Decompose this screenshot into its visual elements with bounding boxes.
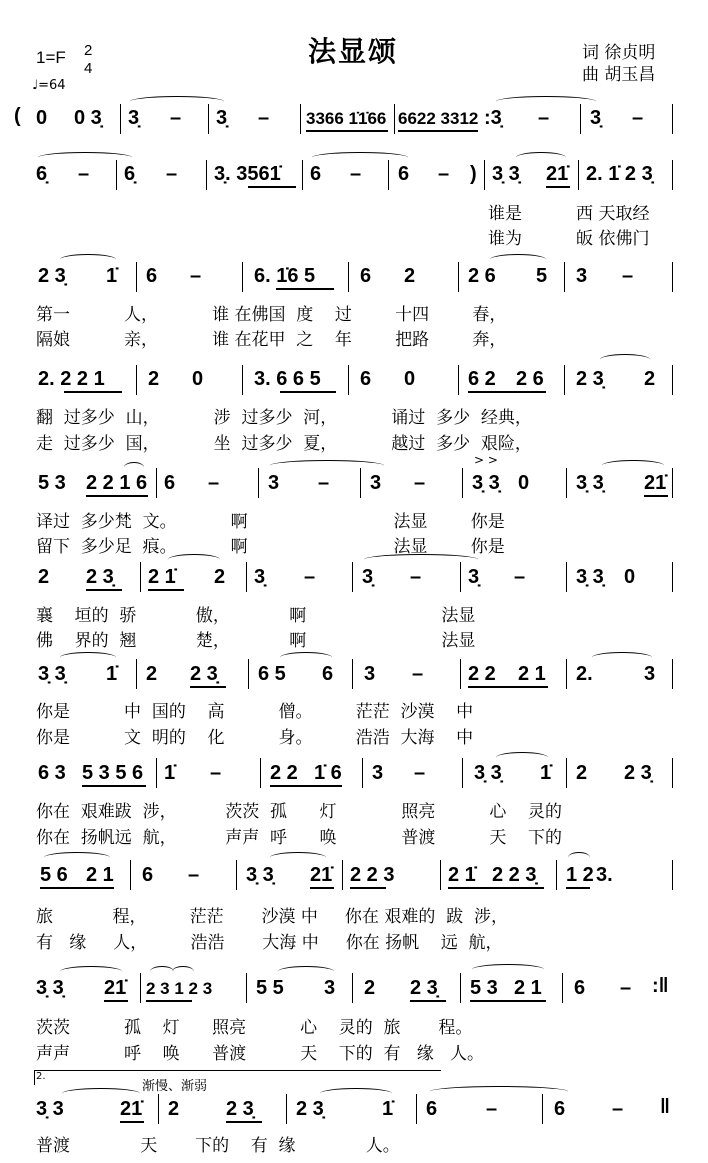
barline	[300, 104, 301, 134]
beam	[270, 785, 342, 787]
barline	[566, 659, 567, 689]
note: 3	[268, 472, 280, 494]
note: 21̇	[104, 977, 127, 999]
lyrics-ending: 普渡 天 下的 有 缘 人。	[36, 1136, 400, 1156]
note: 1̇ 6	[314, 762, 342, 784]
barline	[236, 860, 237, 890]
slur	[490, 254, 546, 265]
beam	[40, 887, 114, 889]
note: 6̣	[124, 163, 136, 185]
note: 21̇	[546, 163, 569, 185]
barline	[394, 104, 395, 134]
tempo-instruction: 渐慢、渐弱	[142, 1079, 208, 1094]
slur	[280, 652, 332, 663]
beam	[190, 686, 226, 688]
barline	[352, 562, 353, 592]
note: 3̣ 3̣	[472, 472, 500, 494]
barline	[566, 758, 567, 788]
barline	[352, 659, 353, 689]
barline	[242, 365, 243, 395]
barline	[458, 262, 459, 292]
note: –	[258, 107, 270, 129]
slur	[516, 152, 566, 163]
note: 0	[404, 368, 416, 390]
barline	[140, 562, 141, 592]
volta-number: 2.	[36, 1071, 46, 1082]
barline	[460, 659, 461, 689]
slur	[568, 852, 590, 863]
slur	[430, 1086, 568, 1097]
note: 2.	[576, 663, 593, 685]
note: 0	[36, 107, 48, 129]
note: –	[622, 265, 634, 287]
note: –	[412, 663, 424, 685]
slur	[312, 152, 408, 163]
note: 6	[426, 1098, 438, 1120]
note: 6	[310, 163, 322, 185]
note: 3̣ 3̣	[246, 864, 274, 886]
note: 5 3	[38, 472, 66, 494]
slur	[592, 652, 652, 663]
slur	[44, 852, 110, 863]
note: –	[612, 1098, 624, 1120]
barline	[286, 1094, 287, 1124]
slur	[320, 1088, 392, 1099]
note: 2	[146, 663, 158, 685]
barline	[136, 659, 137, 689]
beam	[566, 887, 590, 889]
note: 6̣	[36, 163, 48, 185]
barline	[462, 468, 463, 498]
note: 5 6	[40, 864, 68, 886]
slur	[150, 966, 174, 977]
note: 3̣ 3̣	[38, 663, 66, 685]
lyrics-verse-1: 旅 程， 茫茫 沙漠 中 你在 艰难的 跋 涉，	[36, 907, 508, 927]
note: –	[538, 107, 550, 129]
lyrics-verse-2: 佛 界的 翘 楚， 啊 法显	[36, 631, 476, 651]
barline	[136, 262, 137, 292]
note: 3̣	[468, 566, 480, 588]
note: 2 2 1 6	[86, 472, 148, 494]
lyrics-verse-2: 走 过多少 国， 坐 过多少 夏， 越过 多少 艰险，	[36, 434, 532, 454]
barline	[564, 262, 565, 292]
note: 2 1	[514, 977, 542, 999]
note: –	[170, 107, 182, 129]
note: –	[414, 762, 426, 784]
barline	[120, 104, 121, 134]
note: 3̣ 3̣	[36, 977, 64, 999]
lyrics-verse-1: 你在 艰难跋 涉， 茨茨 孤 灯 照亮 心 灵的	[36, 802, 562, 822]
slur	[472, 964, 544, 975]
note: 1̇	[164, 762, 176, 784]
note: 1̇	[540, 762, 552, 784]
barline	[460, 562, 461, 592]
note: 2	[148, 368, 160, 390]
note: 3̣	[254, 566, 266, 588]
slur	[124, 462, 144, 473]
note: 2 2 3	[350, 864, 395, 886]
note: 2 1	[518, 663, 546, 685]
note: 2. 2 2 1	[38, 368, 105, 390]
note: 2	[168, 1098, 180, 1120]
note: 6	[360, 368, 372, 390]
barline	[672, 262, 673, 292]
note: 3. 6 6 5	[254, 368, 321, 390]
note: 6	[142, 864, 154, 886]
note: 5 3 5 6	[82, 762, 144, 784]
note: 2 2 3̣	[492, 864, 537, 886]
slur	[60, 254, 116, 265]
beam	[86, 589, 122, 591]
note: 2 2	[270, 762, 298, 784]
note: 0	[518, 472, 530, 494]
note: 6	[322, 663, 334, 685]
note: 5 3	[470, 977, 498, 999]
slur	[496, 96, 596, 107]
note: 6. 1̇6 5	[254, 265, 316, 287]
note: (	[14, 105, 21, 127]
note: 3̣	[216, 107, 228, 129]
barline	[566, 468, 567, 498]
time-signature-numerator: 2	[84, 42, 93, 59]
lyrics-verse-1: 襄 垣的 骄 傲， 啊 法显	[36, 606, 476, 626]
barline	[580, 104, 581, 134]
note: 2	[214, 566, 226, 588]
note: –	[188, 864, 200, 886]
note: 2 3 1 2 3	[146, 979, 213, 998]
note: 5 5	[256, 977, 284, 999]
lyrics-verse-1: 你是 中 国的 高 僧。 茫茫 沙漠 中	[36, 702, 474, 722]
barline	[672, 860, 673, 890]
beam	[644, 495, 668, 497]
beam	[226, 1121, 262, 1123]
lyrics-verse-2: 声声 呼 唤 普渡 天 下的 有 缘 人。	[36, 1044, 484, 1064]
beam	[468, 391, 546, 393]
note: 2 3̣	[576, 368, 604, 390]
slur	[168, 554, 220, 565]
barline	[156, 468, 157, 498]
note: 2 3̣	[296, 1098, 324, 1120]
note: –	[410, 566, 422, 588]
note: 2 3̣	[410, 977, 438, 999]
note: 3̣	[362, 566, 374, 588]
slur	[62, 1088, 140, 1099]
slur	[270, 460, 384, 471]
note: 6622 3312	[398, 109, 479, 128]
barline	[562, 973, 563, 1003]
note: 6	[360, 265, 372, 287]
barline	[556, 860, 557, 890]
note: 3	[364, 663, 376, 685]
beam	[546, 186, 570, 188]
barline	[360, 468, 361, 498]
note: 6 2	[468, 368, 496, 390]
barline	[258, 468, 259, 498]
lyrics-verse-1: 谁是 西 天取经	[488, 204, 650, 224]
note: 3̣	[128, 107, 140, 129]
lyrics-verse-2: 留下 多少足 痕。 啊 法显 你是	[36, 537, 505, 557]
beam	[148, 589, 184, 591]
barline	[208, 104, 209, 134]
beam	[82, 785, 146, 787]
note: –	[486, 1098, 498, 1120]
time-signature-denominator: 4	[84, 60, 93, 77]
note: 3̣ 3̣	[576, 566, 604, 588]
note: 2	[576, 762, 588, 784]
final-barline: ‖	[660, 1096, 670, 1118]
barline	[672, 562, 673, 592]
note: 3̣ 3̣	[492, 163, 520, 185]
song-title: 法显颂	[308, 35, 399, 68]
note: 3̣ 3̣	[576, 472, 604, 494]
note: 21̇	[120, 1098, 143, 1120]
beam	[350, 887, 386, 889]
key-signature: 1=F	[36, 48, 66, 67]
tempo-marking: ♩=64	[32, 78, 66, 93]
volta-bracket	[34, 1070, 441, 1085]
barline	[130, 860, 131, 890]
barline	[246, 562, 247, 592]
barline	[158, 1094, 159, 1124]
slur	[278, 966, 334, 977]
note: 2	[364, 977, 376, 999]
beam	[410, 1000, 446, 1002]
note: 1 2	[566, 864, 594, 886]
barline	[564, 365, 565, 395]
note: 3	[576, 265, 588, 287]
note: –	[414, 472, 426, 494]
note: 2 3̣	[226, 1098, 254, 1120]
note: 3̣	[590, 107, 602, 129]
barline	[672, 160, 673, 190]
beam	[146, 1000, 192, 1002]
lyrics-verse-2: 你是 文 明的 化 身。 浩浩 大海 中	[36, 728, 474, 748]
note: –	[190, 265, 202, 287]
barline	[672, 104, 673, 134]
note: 2 6	[516, 368, 544, 390]
note: –	[166, 163, 178, 185]
note: 6	[398, 163, 410, 185]
lyrics-verse-1: 第一 人， 谁 在佛国 度 过 十四 春，	[36, 305, 507, 325]
barline	[136, 365, 137, 395]
beam	[64, 391, 122, 393]
note: –	[438, 163, 450, 185]
beam	[310, 887, 334, 889]
note: 2 1	[86, 864, 114, 886]
slur	[496, 752, 548, 763]
note: 2	[404, 265, 416, 287]
barline	[672, 468, 673, 498]
barline	[484, 160, 485, 190]
slur	[172, 966, 194, 977]
slur	[38, 152, 132, 163]
barline	[362, 758, 363, 788]
note: :3̣	[484, 107, 502, 129]
note: 2 3̣	[38, 265, 66, 287]
barline	[260, 758, 261, 788]
note: 6 5	[258, 663, 286, 685]
note: 2 1̇	[148, 566, 176, 588]
barline	[116, 160, 117, 190]
note: 3366 1̇1̇66	[306, 109, 387, 128]
barline	[352, 973, 353, 1003]
note: –	[318, 472, 330, 494]
note: 2 2	[468, 663, 496, 685]
note: 3	[372, 762, 384, 784]
barline	[348, 365, 349, 395]
barline	[440, 860, 441, 890]
barline	[672, 659, 673, 689]
note: –	[632, 107, 644, 129]
beam	[276, 288, 334, 290]
barline	[246, 973, 247, 1003]
barline	[578, 160, 579, 190]
barline	[462, 758, 463, 788]
note: 6	[574, 977, 586, 999]
beam	[280, 391, 336, 393]
barline	[248, 659, 249, 689]
note: 1̇	[106, 265, 118, 287]
note: 2 1̇	[448, 864, 476, 886]
beam	[448, 887, 544, 889]
note: 3	[644, 663, 656, 685]
slur	[270, 852, 326, 863]
barline	[388, 160, 389, 190]
note: )	[470, 163, 477, 185]
note: 0	[624, 566, 636, 588]
barline	[206, 160, 207, 190]
barline	[302, 160, 303, 190]
note: 1̇	[382, 1098, 394, 1120]
note: 2	[644, 368, 656, 390]
lyrics-verse-2: 隔娘 亲， 谁 在花甲 之 年 把路 奔，	[36, 330, 507, 350]
beam	[86, 495, 148, 497]
barline	[672, 365, 673, 395]
note: 2. 1̇ 2 3̣	[586, 163, 653, 185]
note: 3̣. 3561̇	[214, 163, 281, 185]
beam	[104, 1000, 128, 1002]
barline	[242, 262, 243, 292]
beam	[120, 1121, 144, 1123]
slur	[600, 354, 650, 365]
note: –	[78, 163, 90, 185]
beam	[468, 686, 548, 688]
beam	[306, 130, 388, 132]
accent-marks: > >	[474, 453, 498, 467]
barline	[672, 758, 673, 788]
note: –	[620, 977, 632, 999]
composer-credit: 曲 胡玉昌	[582, 65, 656, 85]
note: 6	[146, 265, 158, 287]
note: 2	[38, 566, 50, 588]
lyricist-credit: 词 徐贞明	[582, 43, 656, 63]
note: 3̣ 3̣	[474, 762, 502, 784]
note: 21̇	[644, 472, 667, 494]
note: 3	[370, 472, 382, 494]
barline	[542, 1094, 543, 1124]
beam	[398, 130, 478, 132]
note: –	[514, 566, 526, 588]
barline	[348, 262, 349, 292]
barline	[460, 973, 461, 1003]
note: 2 3̣	[190, 663, 218, 685]
note: –	[210, 762, 222, 784]
lyrics-verse-1: 译过 多少梵 文。 啊 法显 你是	[36, 512, 505, 532]
note: 1̇	[106, 663, 118, 685]
note: –	[350, 163, 362, 185]
note: –	[208, 472, 220, 494]
beam	[248, 186, 296, 188]
note: 6	[164, 472, 176, 494]
note: 2 3̣	[624, 762, 652, 784]
barline	[140, 973, 141, 1003]
lyrics-verse-2: 谁为 皈 依佛门	[488, 229, 650, 249]
lyrics-verse-2: 有 缘 人， 浩浩 大海 中 你在 扬帆 远 航，	[36, 933, 503, 953]
barline	[342, 860, 343, 890]
lyrics-verse-1: 翻 过多少 山， 涉 过多少 河， 诵过 多少 经典，	[36, 408, 532, 428]
note: –	[304, 566, 316, 588]
note: 5	[536, 265, 548, 287]
slur	[60, 966, 122, 977]
note: 6	[554, 1098, 566, 1120]
note: 3	[324, 977, 336, 999]
note: 2 6	[468, 265, 496, 287]
barline	[416, 1094, 417, 1124]
barline	[458, 365, 459, 395]
lyrics-verse-1: 茨茨 孤 灯 照亮 心 灵的 旅 程。	[36, 1018, 473, 1038]
slur	[130, 96, 224, 107]
note: 2 3̣	[86, 566, 114, 588]
slur	[60, 652, 116, 663]
slur	[602, 460, 664, 471]
lyrics-verse-2: 你在 扬帆远 航， 声声 呼 唤 普渡 天 下的	[36, 828, 562, 848]
note: 21̇	[310, 864, 333, 886]
note: 0	[192, 368, 204, 390]
note: 0 3̣	[74, 107, 102, 129]
beam	[470, 1000, 546, 1002]
note: 3̣ 3	[36, 1098, 64, 1120]
repeat-end: :‖	[652, 975, 669, 997]
barline	[566, 562, 567, 592]
note: 3.	[596, 864, 613, 886]
barline	[156, 758, 157, 788]
note: 6 3	[38, 762, 66, 784]
